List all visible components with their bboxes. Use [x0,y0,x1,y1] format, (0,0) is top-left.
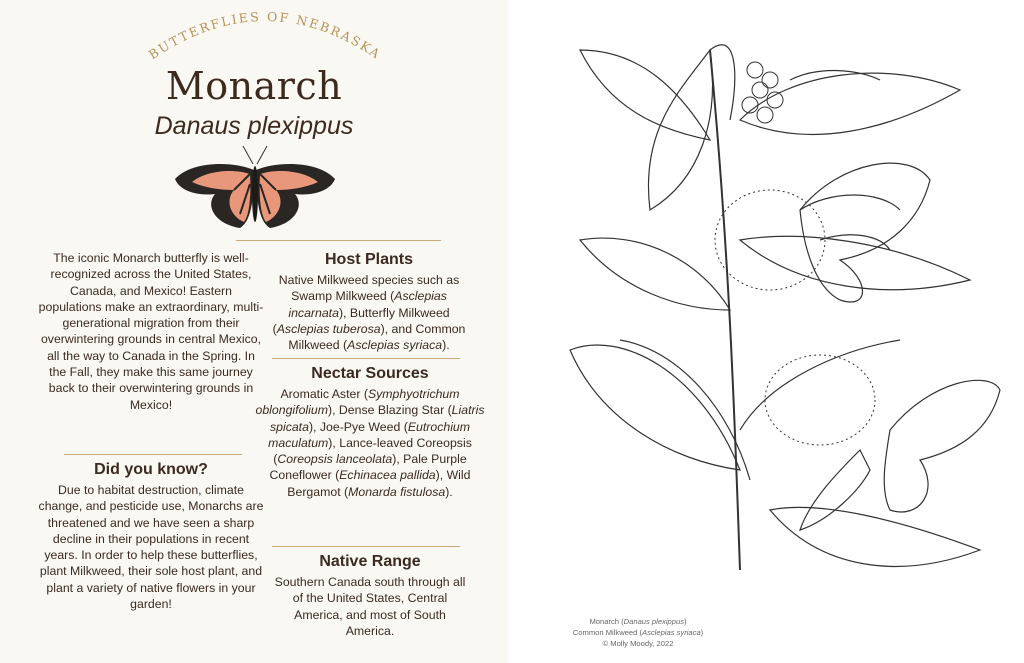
credit-text-italic: Danaus plexippus [623,617,685,626]
info-panel [0,0,508,663]
page-title: Monarch [165,64,343,108]
intro-section [38,250,264,413]
divider [64,454,242,455]
credit-text: ) [684,617,687,626]
species-name: Monarda fistulosa [348,484,446,499]
text-segment: ). [445,484,453,499]
text-segment: ), Lance-leaved Coreopsis ( [273,435,472,467]
nectar-sources-section [254,364,486,500]
text-segment: ), Pale Purple Coneflower ( [269,452,467,483]
series-title-arc [140,6,390,66]
monarch-butterfly-image [170,144,340,232]
species-name: Coreopsis lanceolata [277,452,393,467]
species-name: Echinacea pallida [339,468,436,483]
series-title: BUTTERFLIES OF NEBRASKA [145,8,385,63]
text-segment: Native Milkweed species such as Swamp Milkweed ( [278,273,460,304]
credit-line-plant [548,627,728,638]
species-name: Symphyotrichum oblongifolium [255,387,460,418]
credit-text: Monarch ( [589,617,624,626]
illustration-credit [548,616,728,649]
nectar-sources-text [254,386,486,500]
species-name: Asclepias tuberosa [276,321,381,336]
native-range-text: Southern Canada south through all of the United States, Central America, and most of South America. [274,575,466,638]
intro-text: The iconic Monarch butterfly is well-recognized across the United States, Canada, and Mexico! Eastern populations make an extraordinary, multi-generational migration from their overwintering grounds in central Mexico, all the way to Canada in the Spring. In the Fall, they make this same journey back to their overwintering grounds in Mexico! [38,251,264,412]
text-segment: ), and Common Milkweed ( [288,321,466,353]
nectar-sources-heading: Nectar Sources [311,365,429,382]
did-you-know-heading: Did you know? [94,461,208,478]
species-name: Liatris spicata [269,403,485,434]
svg-text:BUTTERFLIES OF NEBRASKA [146,9,384,62]
credit-line-butterfly [548,616,728,627]
credit-text: Common Milkweed ( [572,628,642,637]
text-segment: ), Wild Bergamot ( [287,468,471,499]
divider [272,546,460,547]
species-name: Eutrochium maculatum [268,419,471,450]
scientific-name: Danaus plexippus [154,112,354,140]
credit-text-italic: Asclepias syriaca [642,628,701,637]
text-segment: ). [442,338,450,353]
divider [236,240,441,241]
text-segment: ), Dense Blazing Star ( [327,403,452,418]
divider [272,358,460,359]
credit-text: ) [700,628,704,637]
text-segment: ), Joe-Pye Weed ( [308,419,408,434]
did-you-know-text: Due to habitat destruction, climate change, and pesticide use, Monarchs are threatened and we have seen a sharp decline in their populations in recent years. In order to help these butterflies, plant Milkweed, their sole host plant, and plant a variety of native flowers in your garden! [38,483,264,612]
native-range-section [272,552,468,639]
host-plants-heading: Host Plants [324,251,413,268]
host-plants-text [262,272,476,353]
did-you-know-section [38,460,264,612]
species-name: Asclepias syriaca [347,338,443,353]
host-plants-section [262,250,476,353]
species-name: Asclepias incarnata [288,289,447,320]
text-segment: ), Butterfly Milkweed ( [272,305,450,336]
copyright: © Molly Moody, 2022 [602,639,674,648]
text-segment: Aromatic Aster ( [280,387,368,401]
milkweed-monarch-line-drawing [560,10,1010,610]
native-range-heading: Native Range [319,553,421,570]
